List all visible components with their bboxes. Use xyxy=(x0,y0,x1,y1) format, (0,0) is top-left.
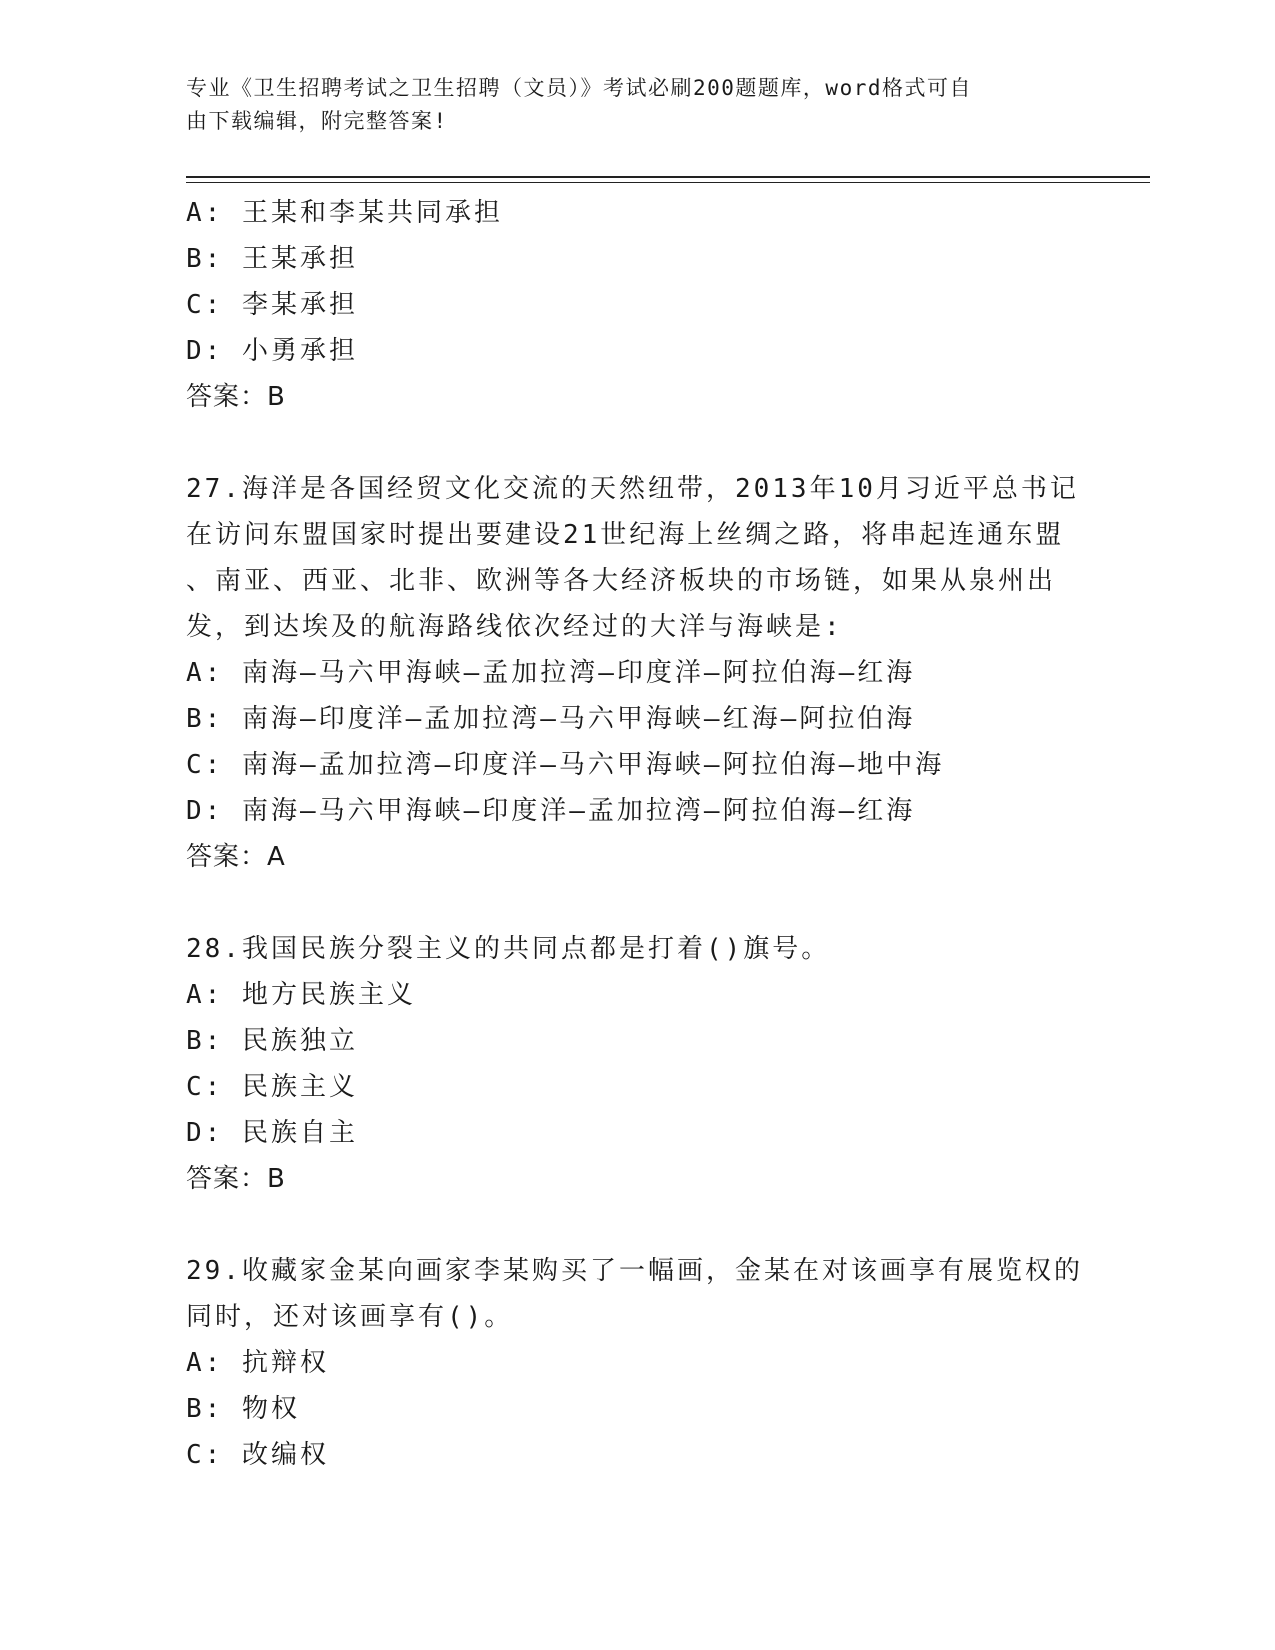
header-rule-thin xyxy=(186,182,1150,183)
option-c: C: 南海—孟加拉湾—印度洋—马六甲海峡—阿拉伯海—地中海 xyxy=(186,750,945,780)
document-header xyxy=(186,72,1066,138)
question-27 xyxy=(186,466,1086,880)
option-a: A: 地方民族主义 xyxy=(186,980,416,1010)
option-a: A: 王某和李某共同承担 xyxy=(186,198,503,228)
question-line: 在访问东盟国家时提出要建设21世纪海上丝绸之路，将串起连通东盟 xyxy=(186,520,1065,550)
question-29 xyxy=(186,1248,1086,1478)
question-28 xyxy=(186,926,1086,1202)
option-c: C: 李某承担 xyxy=(186,290,358,320)
answer: 答案：B xyxy=(186,1164,286,1194)
question-line: 发，到达埃及的航海路线依次经过的大洋与海峡是: xyxy=(186,612,843,642)
question-line: 29.收藏家金某向画家李某购买了一幅画，金某在对该画享有展览权的 xyxy=(186,1256,1083,1286)
option-b: B: 南海—印度洋—孟加拉湾—马六甲海峡—红海—阿拉伯海 xyxy=(186,704,916,734)
question-26 xyxy=(186,190,1086,420)
header-line: 由下载编辑，附完整答案! xyxy=(186,109,448,133)
option-c: C: 民族主义 xyxy=(186,1072,358,1102)
question-text xyxy=(186,926,1086,972)
answer: 答案：A xyxy=(186,842,286,872)
header-rule-thick xyxy=(186,176,1150,178)
question-line: 、南亚、西亚、北非、欧洲等各大经济板块的市场链，如果从泉州出 xyxy=(186,566,1057,596)
option-b: B: 民族独立 xyxy=(186,1026,358,1056)
spacer xyxy=(186,880,1086,926)
option-d: D: 民族自主 xyxy=(186,1118,358,1148)
question-list xyxy=(186,190,1086,1478)
option-c: C: 改编权 xyxy=(186,1440,329,1470)
question-line: 27.海洋是各国经贸文化交流的天然纽带，2013年10月习近平总书记 xyxy=(186,474,1079,504)
question-line: 28.我国民族分裂主义的共同点都是打着()旗号。 xyxy=(186,934,831,964)
header-line: 专业《卫生招聘考试之卫生招聘（文员）》考试必刷200题题库，word格式可自 xyxy=(186,76,972,100)
spacer xyxy=(186,420,1086,466)
option-b: B: 物权 xyxy=(186,1394,300,1424)
answer: 答案：B xyxy=(186,382,286,412)
spacer xyxy=(186,1202,1086,1248)
option-b: B: 王某承担 xyxy=(186,244,358,274)
question-line: 同时，还对该画享有()。 xyxy=(186,1302,514,1332)
option-d: D: 小勇承担 xyxy=(186,336,358,366)
question-text xyxy=(186,1248,1086,1340)
option-a: A: 南海—马六甲海峡—孟加拉湾—印度洋—阿拉伯海—红海 xyxy=(186,658,916,688)
question-text xyxy=(186,466,1086,650)
option-d: D: 南海—马六甲海峡—印度洋—孟加拉湾—阿拉伯海—红海 xyxy=(186,796,916,826)
option-a: A: 抗辩权 xyxy=(186,1348,329,1378)
